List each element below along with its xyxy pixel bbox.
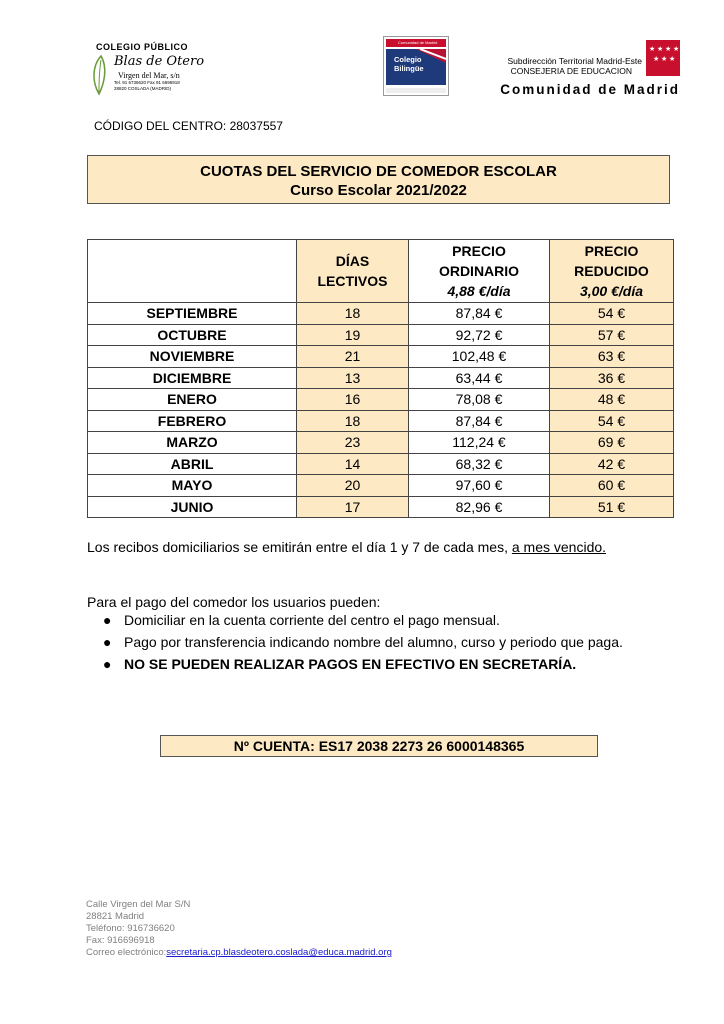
table-row — [88, 389, 674, 411]
cell-dias: 16 — [297, 389, 409, 411]
cell-mes: FEBRERO — [88, 410, 297, 432]
school-logo-name: Blas de Otero — [114, 54, 205, 69]
page-title: CUOTAS DEL SERVICIO DE COMEDOR ESCOLAR — [200, 163, 557, 180]
recibos-underlined: a mes vencido. — [511, 539, 607, 555]
footer-email-label: Correo electrónico: — [86, 947, 167, 958]
comunidad-de-madrid: Comunidad de Madrid — [500, 82, 680, 97]
footer-postal: 28821 Madrid — [86, 911, 145, 922]
cell-dias: 21 — [297, 346, 409, 368]
bank-account-box: Nº CUENTA: ES17 2038 2273 26 6000148365 — [160, 735, 598, 757]
cell-mes: MAYO — [88, 475, 297, 497]
header-dias — [297, 240, 409, 303]
bilingual-logo-label-1: Colegio — [394, 55, 422, 64]
footer — [86, 899, 392, 959]
cell-reducido: 36 € — [550, 367, 674, 389]
cell-dias: 13 — [297, 367, 409, 389]
school-logo-phones: Tel. 91 6736620 Fax 91 6696918 — [114, 80, 180, 85]
school-logo — [88, 42, 208, 98]
cell-mes: ENERO — [88, 389, 297, 411]
bullet-icon: ● — [103, 656, 112, 672]
cell-mes: NOVIEMBRE — [88, 346, 297, 368]
cell-dias: 20 — [297, 475, 409, 497]
cell-ordinario: 97,60 € — [409, 475, 550, 497]
cell-ordinario: 92,72 € — [409, 324, 550, 346]
cell-ordinario: 78,08 € — [409, 389, 550, 411]
table-row — [88, 324, 674, 346]
consejeria-subdireccion: Subdirección Territorial Madrid-Este — [507, 56, 642, 66]
list-item — [87, 631, 623, 653]
footer-address: Calle Virgen del Mar S/N — [86, 899, 191, 910]
table-row — [88, 453, 674, 475]
bilingual-logo-label-2: Bilingüe — [394, 64, 424, 73]
pago-item-text: Pago por transferencia indicando nombre del alumno, curso y periodo que paga. — [124, 634, 623, 650]
header-ordinario — [409, 240, 550, 303]
cell-reducido: 54 € — [550, 303, 674, 325]
header-ord-line3: 4,88 €/día — [447, 283, 511, 299]
cell-reducido: 51 € — [550, 496, 674, 518]
cell-ordinario: 63,44 € — [409, 367, 550, 389]
header-dias-line1: DÍAS — [335, 253, 370, 269]
bullet-icon: ● — [103, 634, 112, 650]
cell-mes: SEPTIEMBRE — [88, 303, 297, 325]
footer-email-line — [86, 947, 392, 959]
bullet-icon: ● — [103, 612, 112, 628]
cell-ordinario: 87,84 € — [409, 303, 550, 325]
consejeria-name: CONSEJERIA DE EDUCACION — [510, 66, 632, 76]
cell-dias: 18 — [297, 303, 409, 325]
recibos-text: Los recibos domiciliarios se emitirán entre el día 1 y 7 de cada mes, — [87, 539, 512, 555]
cell-reducido: 54 € — [550, 410, 674, 432]
codigo-centro: CÓDIGO DEL CENTRO: 28037557 — [94, 119, 283, 133]
table-row — [88, 496, 674, 518]
pago-item-text: Domiciliar en la cuenta corriente del centro el pago mensual. — [124, 612, 500, 628]
cell-reducido: 42 € — [550, 453, 674, 475]
pago-item-text: NO SE PUEDEN REALIZAR PAGOS EN EFECTIVO EN SECRETARÍA. — [124, 656, 577, 672]
cell-ordinario: 102,48 € — [409, 346, 550, 368]
cell-dias: 23 — [297, 432, 409, 454]
table-row — [88, 432, 674, 454]
header-dias-line2: LECTIVOS — [317, 273, 388, 289]
table-row — [88, 475, 674, 497]
header-red-line3: 3,00 €/día — [579, 283, 644, 299]
header-ord-line2: ORDINARIO — [438, 263, 520, 279]
school-logo-street: Virgen del Mar, s/n — [118, 71, 180, 80]
footer-phone: Teléfono: 916736620 — [86, 923, 175, 934]
table-header-row — [88, 240, 674, 303]
bilingual-school-logo — [383, 36, 449, 96]
pago-intro: Para el pago del comedor los usuarios pueden: — [87, 594, 381, 610]
list-item — [87, 609, 623, 631]
footer-email-link[interactable]: secretaria.cp.blasdeotero.coslada@educa.madrid.org — [166, 947, 392, 958]
list-item — [87, 653, 623, 675]
table-row — [88, 303, 674, 325]
table-row — [88, 346, 674, 368]
header-reducido — [550, 240, 674, 303]
cell-reducido: 57 € — [550, 324, 674, 346]
madrid-stars-icon: ★ ★ ★ ★ ★ ★ ★ — [646, 40, 680, 76]
cell-dias: 18 — [297, 410, 409, 432]
fees-table — [87, 239, 674, 518]
cell-dias: 14 — [297, 453, 409, 475]
cell-dias: 17 — [297, 496, 409, 518]
cell-dias: 19 — [297, 324, 409, 346]
cell-mes: ABRIL — [88, 453, 297, 475]
cell-mes: JUNIO — [88, 496, 297, 518]
header-red-line1: PRECIO — [584, 243, 639, 259]
page-subtitle: Curso Escolar 2021/2022 — [290, 182, 467, 199]
pago-list — [87, 609, 623, 675]
school-logo-line1: COLEGIO PÚBLICO — [96, 42, 189, 52]
cell-ordinario: 82,96 € — [409, 496, 550, 518]
school-logo-city: 28820 COSLADA (MADRID) — [114, 86, 172, 91]
table-row — [88, 367, 674, 389]
cell-ordinario: 112,24 € — [409, 432, 550, 454]
cell-ordinario: 87,84 € — [409, 410, 550, 432]
cell-ordinario: 68,32 € — [409, 453, 550, 475]
bilingual-logo-main — [386, 49, 446, 85]
cell-mes: MARZO — [88, 432, 297, 454]
leaf-icon — [90, 54, 112, 96]
footer-fax: Fax: 916696918 — [86, 935, 155, 946]
bilingual-logo-top: Comunidad de Madrid — [386, 39, 446, 47]
bilingual-logo-bottom-bar — [386, 88, 446, 93]
header-red-line2: REDUCIDO — [574, 263, 649, 279]
header-empty-cell — [88, 240, 297, 303]
cell-reducido: 69 € — [550, 432, 674, 454]
cell-reducido: 63 € — [550, 346, 674, 368]
title-box — [87, 155, 670, 204]
consejeria-logo — [480, 38, 680, 98]
cell-reducido: 48 € — [550, 389, 674, 411]
header-ord-line1: PRECIO — [452, 243, 506, 259]
cell-mes: OCTUBRE — [88, 324, 297, 346]
cell-mes: DICIEMBRE — [88, 367, 297, 389]
cell-reducido: 60 € — [550, 475, 674, 497]
recibos-note — [87, 539, 606, 555]
table-row — [88, 410, 674, 432]
